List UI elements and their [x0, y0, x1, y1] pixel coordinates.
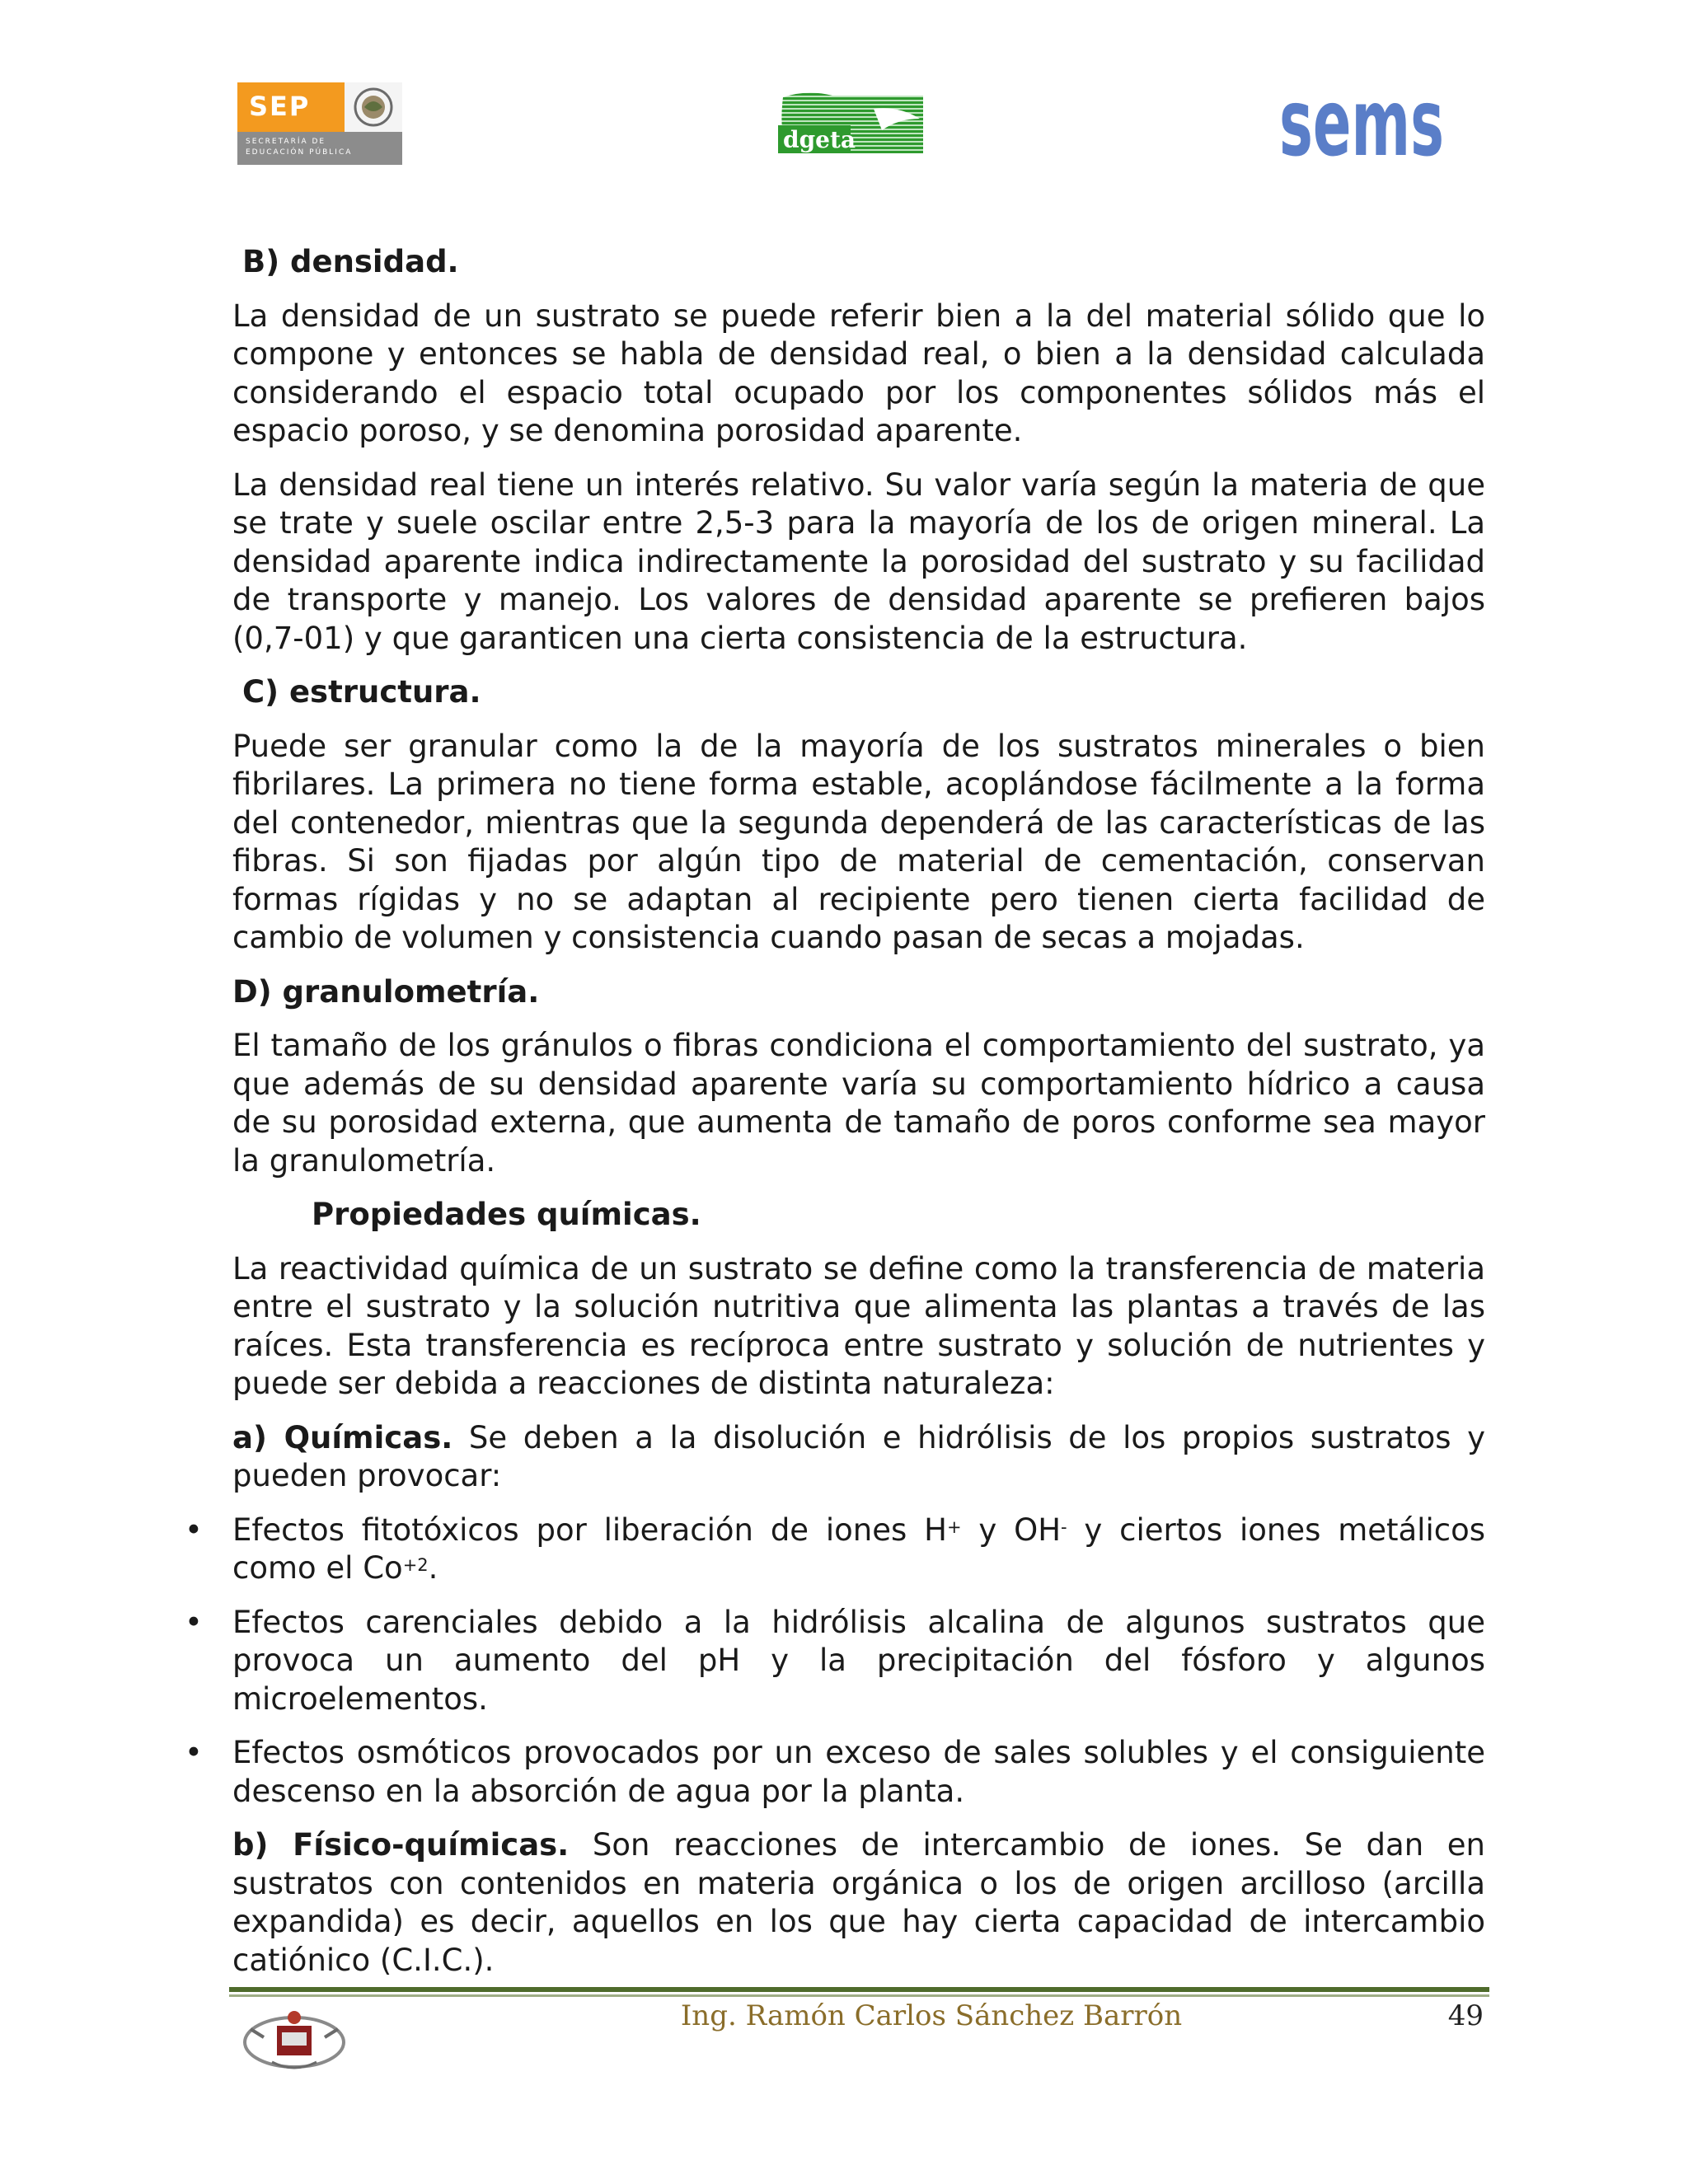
sep-logo-text: SEP	[249, 91, 311, 122]
superscript: +2	[402, 1555, 429, 1575]
page-content	[185, 243, 1485, 1995]
dgeta-logo	[775, 89, 928, 160]
bullet-1-part: y OH	[961, 1511, 1062, 1548]
footer-rule-thin	[229, 1994, 1489, 1997]
bullet-icon: •	[185, 1735, 203, 1770]
estructura-heading: C) estructura.	[242, 674, 481, 710]
bullet-icon: •	[185, 1604, 203, 1640]
sep-logo-orange-block	[237, 82, 345, 132]
sep-logo-gray-band	[237, 132, 402, 165]
fisico-quimicas-paragraph	[232, 1826, 1485, 1980]
densidad-paragraph-2: La densidad real tiene un interés relativo. Su valor varía según la materia de que se trate y suele oscilar entre 2,5-3 para la mayoría de los de origen mineral. La densidad aparente indica indirectamente la porosidad del sustrato y su facilidad de transporte y manejo. Los valores de densidad aparente se prefieren bajos (0,7-01) y que garanticen una cierta consistencia de la estructura.	[232, 466, 1485, 656]
bullet-1-part: .	[428, 1550, 438, 1586]
dgeta-logo-text: dgeta	[783, 126, 856, 153]
page-number: 49	[1447, 1999, 1484, 2032]
bullet-2-text: Efectos carenciales debido a la hidrólisis alcalina de algunos sustratos que provoca un aumento del pH y la precipitación del fósforo y algunos microelementos.	[232, 1604, 1485, 1717]
bullet-1-text	[232, 1511, 1485, 1588]
list-item	[185, 1734, 1485, 1811]
superscript: +	[946, 1516, 962, 1537]
quimicas-paragraph	[232, 1419, 1485, 1496]
footer-rule	[229, 1987, 1489, 1992]
sep-logo-subtitle-2: EDUCACIÓN PÚBLICA	[246, 148, 353, 157]
quimicas-label: a) Químicas.	[232, 1419, 453, 1455]
school-emblem-icon	[239, 2004, 350, 2077]
sems-logo	[1276, 70, 1449, 177]
bullet-1-part: y ciertos iones metálicos como el Co	[232, 1511, 1485, 1586]
bullet-3-text: Efectos osmóticos provocados por un exceso de sales solubles y el consiguiente descenso en la absorción de agua por la planta.	[232, 1735, 1485, 1809]
sems-logo-text: sems	[1279, 70, 1444, 177]
densidad-paragraph-1: La densidad de un sustrato se puede referir bien a la del material sólido que lo compone y entonces se habla de densidad real, o bien a la densidad calculada considerando el espacio total ocupado por los componentes sólidos más el espacio poroso, y se denomina porosidad aparente.	[232, 298, 1485, 448]
sep-logo	[237, 82, 402, 165]
fisico-quimicas-label: b) Físico-químicas.	[232, 1827, 570, 1863]
propiedades-quimicas-paragraph: La reactividad química de un sustrato se define como la transferencia de materia entre el sustrato y la solución nutritiva que alimenta las plantas a través de las raíces. Esta transferencia es recíproca entre sustrato y solución de nutrientes y puede ser debida a reacciones de distinta naturaleza:	[232, 1250, 1485, 1401]
footer-author: Ing. Ramón Carlos Sánchez Barrón	[680, 1999, 1183, 2032]
bullet-icon: •	[185, 1511, 203, 1548]
bullet-1-part: Efectos fitotóxicos por liberación de iones H	[232, 1511, 947, 1548]
propiedades-quimicas-heading: Propiedades químicas.	[312, 1197, 701, 1232]
fisico-quimicas-text: Son reacciones de intercambio de iones. Se dan en sustratos con contenidos en materia orgánica o los de origen arcilloso (arcilla expandida) es decir, aquellos en los que hay cierta capacidad de intercambio catiónico (C.I.C.).	[232, 1827, 1485, 1978]
sep-logo-subtitle-1: SECRETARÍA DE	[246, 138, 326, 146]
quimicas-text: Se deben a la disolución e hidrólisis de los propios sustratos y pueden provocar:	[232, 1419, 1485, 1493]
mexico-seal-icon	[345, 82, 402, 132]
estructura-paragraph: Puede ser granular como la de la mayoría de los sustratos minerales o bien fibrilares. La primera no tiene forma estable, acoplándose fácilmente a la forma del contenedor, mientras que la segunda dependerá de las características de las fibras. Si son fijadas por algún tipo de material de cementación, conservan formas rígidas y no se adaptan al recipiente pero tienen cierta facilidad de cambio de volumen y consistencia cuando pasan de secas a mojadas.	[232, 728, 1485, 955]
list-item	[185, 1604, 1485, 1719]
densidad-heading: B) densidad.	[242, 244, 459, 279]
list-item	[185, 1511, 1485, 1588]
granulometria-heading: D) granulometría.	[232, 973, 540, 1010]
superscript: -	[1061, 1516, 1067, 1537]
granulometria-paragraph: El tamaño de los gránulos o fibras condiciona el comportamiento del sustrato, ya que además de su densidad aparente varía su comportamiento hídrico a causa de su porosidad externa, que aumenta de tamaño de poros conforme sea mayor la granulometría.	[232, 1028, 1485, 1179]
